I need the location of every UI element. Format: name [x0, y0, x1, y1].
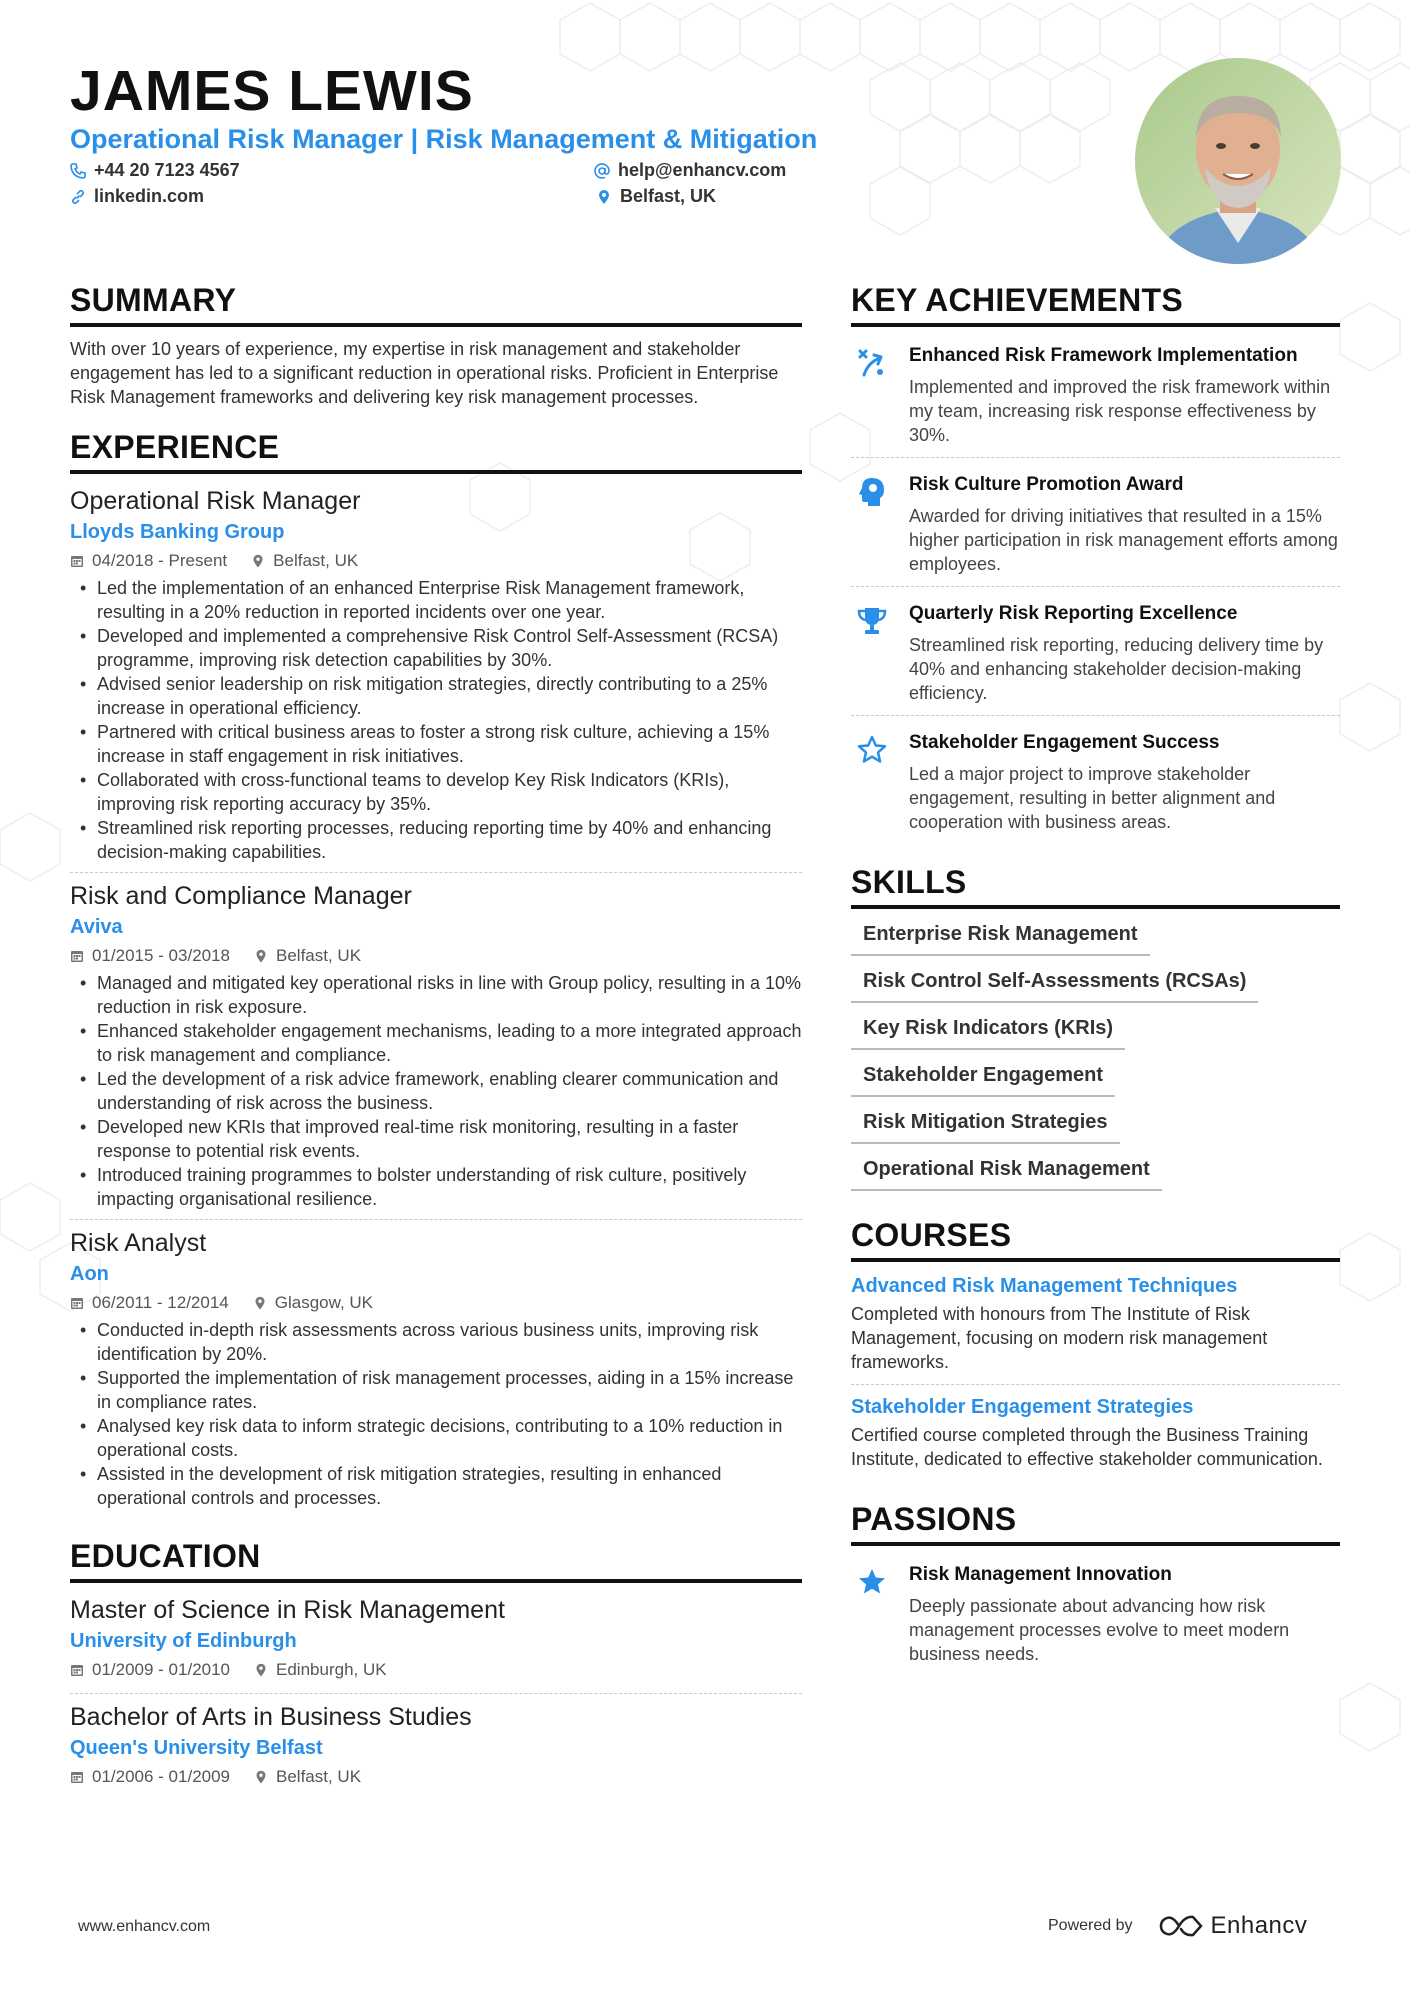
- powered-by-text: Powered by: [1048, 1917, 1133, 1934]
- contact-phone[interactable]: [70, 160, 240, 181]
- achievement-item: [851, 466, 1340, 587]
- trophy-icon: [851, 601, 893, 705]
- education-location: [254, 1659, 387, 1681]
- company-name: Aviva: [70, 916, 123, 938]
- bullet-item: • Assisted in the development of risk mitigation strategies, resulting in enhanced operational controls and processes.: [70, 1462, 802, 1510]
- achievement-title: Quarterly Risk Reporting Excellence: [909, 603, 1238, 624]
- education-meta: [70, 1659, 802, 1681]
- school-name: University of Edinburgh: [70, 1630, 297, 1652]
- job-dates-text: 01/2015 - 03/2018: [92, 946, 231, 965]
- passions-heading: PASSIONS: [851, 1501, 1340, 1546]
- bullet-item: • Collaborated with cross-functional teams to develop Key Risk Indicators (KRIs), improving risk reporting accuracy by 35%.: [70, 768, 802, 816]
- calendar-icon: [70, 1770, 84, 1784]
- courses-section: [851, 1217, 1340, 1481]
- star-icon: [851, 1562, 893, 1666]
- summary-heading: SUMMARY: [70, 282, 802, 327]
- calendar-icon: [70, 1296, 84, 1310]
- bullet-item: • Led the implementation of an enhanced Enterprise Risk Management framework, resulting in a 20% reduction in reported incidents over one year.: [70, 576, 802, 624]
- footer-website[interactable]: www.enhancv.com: [78, 1918, 211, 1935]
- location-pin-icon: [254, 1663, 268, 1677]
- skill-tag: Risk Mitigation Strategies: [851, 1097, 1120, 1144]
- course-item: [851, 1393, 1340, 1481]
- contact-location: [596, 186, 716, 207]
- job-dates: [70, 1292, 229, 1314]
- link-icon: [70, 189, 86, 205]
- phone-icon: [70, 163, 86, 179]
- education-location-text: Edinburgh, UK: [276, 1660, 387, 1679]
- bullet-item: • Conducted in-depth risk assessments across various business units, improving risk identification by 20%.: [70, 1318, 802, 1366]
- job-title: Risk and Compliance Manager: [70, 882, 412, 910]
- bullet-item: • Managed and mitigated key operational risks in line with Group policy, resulting in a 10% reduction in risk exposure.: [70, 971, 802, 1019]
- brand-logo[interactable]: [1159, 1912, 1308, 1940]
- achievements-section: [851, 282, 1340, 844]
- courses-heading: COURSES: [851, 1217, 1340, 1262]
- summary-section: [70, 282, 802, 409]
- location-pin-icon: [596, 189, 612, 205]
- strategy-icon: [851, 343, 893, 447]
- job-dates: [70, 945, 230, 967]
- linkedin-text: linkedin.com: [94, 186, 205, 206]
- bullet-item: • Partnered with critical business areas to foster a strong risk culture, achieving a 15% increase in staff engagement in risk initiatives.: [70, 720, 802, 768]
- bullet-item: • Supported the implementation of risk management processes, aiding in a 15% increase in compliance rates.: [70, 1366, 802, 1414]
- job-title: Risk Analyst: [70, 1229, 207, 1257]
- bullet-item: • Analysed key risk data to inform strategic decisions, contributing to a 10% reduction in operational costs.: [70, 1414, 802, 1462]
- job-entry: [70, 484, 802, 873]
- bullet-item: • Introduced training programmes to bolster understanding of risk culture, positively impacting organisational resilience.: [70, 1163, 802, 1211]
- education-entry: [70, 1593, 802, 1694]
- skill-tag: Enterprise Risk Management: [851, 919, 1150, 956]
- skills-heading: SKILLS: [851, 864, 1340, 909]
- skill-tag: Stakeholder Engagement: [851, 1050, 1115, 1097]
- education-location-text: Belfast, UK: [276, 1767, 362, 1786]
- skills-section: [851, 864, 1340, 1191]
- location-pin-icon: [251, 554, 265, 568]
- achievement-desc: Implemented and improved the risk framework within my team, increasing risk response effectiveness by 30%.: [909, 377, 1331, 445]
- job-entry: [70, 1226, 802, 1518]
- contact-email[interactable]: [594, 160, 786, 181]
- head-icon: [851, 472, 893, 576]
- education-section: [70, 1538, 802, 1800]
- job-location: [254, 945, 361, 967]
- bullet-item: • Streamlined risk reporting processes, reducing reporting time by 40% and enhancing decision-making capabilities.: [70, 816, 802, 864]
- phone-text: +44 20 7123 4567: [94, 160, 240, 180]
- achievement-title: Enhanced Risk Framework Implementation: [909, 345, 1298, 366]
- job-dates-text: 04/2018 - Present: [92, 551, 228, 570]
- achievement-item: [851, 724, 1340, 844]
- passions-section: [851, 1501, 1340, 1676]
- job-title: Operational Risk Manager: [70, 487, 361, 515]
- skill-tag: Risk Control Self-Assessments (RCSAs): [851, 956, 1258, 1003]
- school-name: Queen's University Belfast: [70, 1737, 323, 1759]
- achievement-desc: Streamlined risk reporting, reducing delivery time by 40% and enhancing stakeholder decision-making efficiency.: [909, 635, 1324, 703]
- job-dates: [70, 550, 227, 572]
- passion-title: Risk Management Innovation: [909, 1564, 1172, 1585]
- job-location-text: Belfast, UK: [273, 551, 359, 570]
- job-location: [253, 1292, 373, 1314]
- bullet-item: • Developed and implemented a comprehensive Risk Control Self-Assessment (RCSA) programme, improving risk detection capabilities by 30%.: [70, 624, 802, 672]
- job-bullets: [70, 576, 802, 864]
- bullet-item: • Enhanced stakeholder engagement mechanisms, leading to a more integrated approach to risk management and compliance.: [70, 1019, 802, 1067]
- achievement-title: Risk Culture Promotion Award: [909, 474, 1184, 495]
- degree-title: Master of Science in Risk Management: [70, 1596, 505, 1624]
- job-dates-text: 06/2011 - 12/2014: [92, 1293, 229, 1312]
- bullet-item: • Advised senior leadership on risk mitigation strategies, directly contributing to a 25% increase in operational efficiency.: [70, 672, 802, 720]
- education-heading: EDUCATION: [70, 1538, 802, 1583]
- star-outline-icon: [851, 730, 893, 834]
- job-meta: [70, 1292, 802, 1314]
- footer-branding: [1048, 1912, 1307, 1940]
- email-text: help@enhancv.com: [618, 160, 787, 180]
- job-bullets: [70, 1318, 802, 1510]
- skill-tag: Key Risk Indicators (KRIs): [851, 1003, 1125, 1050]
- course-desc: Certified course completed through the Business Training Institute, dedicated to effective stakeholder communication.: [851, 1425, 1323, 1469]
- education-location: [254, 1766, 361, 1788]
- profile-photo: [1135, 58, 1341, 264]
- education-meta: [70, 1766, 802, 1788]
- left-column: [70, 282, 802, 1820]
- degree-title: Bachelor of Arts in Business Studies: [70, 1703, 472, 1731]
- avatar: [1135, 58, 1341, 264]
- company-name: Aon: [70, 1263, 109, 1285]
- location-pin-icon: [254, 949, 268, 963]
- candidate-headline: Operational Risk Manager | Risk Management & Mitigation: [70, 124, 818, 154]
- course-title: Stakeholder Engagement Strategies: [851, 1396, 1194, 1418]
- job-meta: [70, 945, 802, 967]
- job-meta: [70, 550, 802, 572]
- experience-section: [70, 429, 802, 1518]
- calendar-icon: [70, 949, 84, 963]
- location-pin-icon: [253, 1296, 267, 1310]
- summary-text: With over 10 years of experience, my expertise in risk management and stakeholder engagement has led to a significant reduction in operational risks. Proficient in Enterprise Risk Management frameworks and delivering key risk management processes.: [70, 339, 779, 407]
- brand-name: Enhancv: [1210, 1912, 1308, 1939]
- job-entry: [70, 879, 802, 1220]
- skill-tag: Operational Risk Management: [851, 1144, 1162, 1191]
- passion-desc: Deeply passionate about advancing how risk management processes evolve to meet modern business needs.: [909, 1596, 1290, 1664]
- bullet-item: • Led the development of a risk advice framework, enabling clearer communication and understanding of risk across the business.: [70, 1067, 802, 1115]
- achievement-item: [851, 595, 1340, 716]
- education-dates-text: 01/2009 - 01/2010: [92, 1660, 231, 1679]
- education-dates-text: 01/2006 - 01/2009: [92, 1767, 231, 1786]
- company-name: Lloyds Banking Group: [70, 521, 285, 543]
- course-item: [851, 1272, 1340, 1385]
- right-column: [851, 282, 1340, 1696]
- achievement-title: Stakeholder Engagement Success: [909, 732, 1220, 753]
- job-location-text: Belfast, UK: [276, 946, 362, 965]
- achievement-desc: Led a major project to improve stakeholder engagement, resulting in better alignment and cooperation with business areas.: [909, 764, 1276, 832]
- calendar-icon: [70, 1663, 84, 1677]
- achievement-desc: Awarded for driving initiatives that resulted in a 15% higher participation in risk management efforts among employees.: [909, 506, 1338, 574]
- achievements-heading: KEY ACHIEVEMENTS: [851, 282, 1340, 327]
- passion-item: [851, 1556, 1340, 1676]
- job-location-text: Glasgow, UK: [274, 1293, 374, 1312]
- calendar-icon: [70, 554, 84, 568]
- education-dates: [70, 1659, 230, 1681]
- enhancv-logo-icon: [1159, 1913, 1203, 1939]
- location-pin-icon: [254, 1770, 268, 1784]
- contact-linkedin[interactable]: [70, 186, 204, 207]
- skills-list: [851, 919, 1340, 1191]
- location-text: Belfast, UK: [620, 186, 717, 206]
- bullet-item: • Developed new KRIs that improved real-time risk monitoring, resulting in a faster response to potential risk events.: [70, 1115, 802, 1163]
- course-title: Advanced Risk Management Techniques: [851, 1275, 1238, 1297]
- course-desc: Completed with honours from The Institute of Risk Management, focusing on modern risk management frameworks.: [851, 1304, 1268, 1372]
- achievement-item: [851, 337, 1340, 458]
- education-dates: [70, 1766, 230, 1788]
- candidate-name: JAMES LEWIS: [70, 59, 474, 123]
- education-entry: [70, 1700, 802, 1800]
- at-icon: [594, 163, 610, 179]
- job-location: [251, 550, 358, 572]
- job-bullets: [70, 971, 802, 1211]
- experience-heading: EXPERIENCE: [70, 429, 802, 474]
